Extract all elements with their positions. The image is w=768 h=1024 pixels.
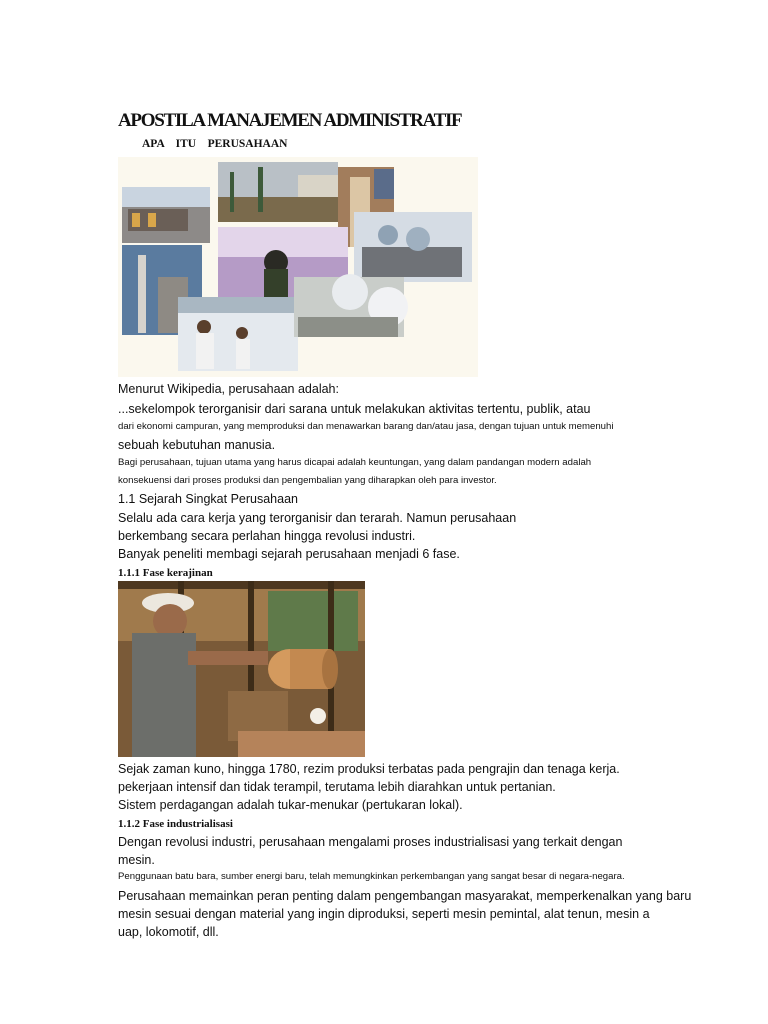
- industry-collage-svg: [118, 157, 478, 377]
- intro-line-6: konsekuensi dari proses produksi dan pengembalian yang diharapkan oleh para investor.: [118, 475, 497, 486]
- section-1-1-line-1: Selalu ada cara kerja yang terorganisir dan terarah. Namun perusahaan: [118, 511, 517, 525]
- document-subtitle: APA ITU PERUSAHAAN: [142, 138, 288, 150]
- intro-line-1: Menurut Wikipedia, perusahaan adalah:: [118, 382, 339, 396]
- craftsman-photo-svg: [118, 581, 365, 757]
- section-1-1-line-3: Banyak peneliti membagi sejarah perusahaan menjadi 6 fase.: [118, 547, 460, 561]
- section-1-1-1-line-1: Sejak zaman kuno, hingga 1780, rezim produksi terbatas pada pengrajin dan tenaga kerja.: [118, 762, 620, 776]
- section-1-1-line-2: berkembang secara perlahan hingga revolusi industri.: [118, 529, 416, 543]
- industry-collage-image: [118, 157, 478, 377]
- section-1-1-1-line-3: Sistem perdagangan adalah tukar-menukar (pertukaran lokal).: [118, 798, 463, 812]
- section-1-1-2-line-5: mesin sesuai dengan material yang ingin diproduksi, seperti mesin pemintal, alat tenun, mesin a: [118, 907, 650, 921]
- intro-line-2: ...sekelompok terorganisir dari sarana untuk melakukan aktivitas tertentu, publik, atau: [118, 402, 591, 416]
- intro-line-3: dari ekonomi campuran, yang memproduksi dan menawarkan barang dan/atau jasa, dengan tujuan untuk memenuhi: [118, 421, 614, 432]
- section-1-1-2-line-2: mesin.: [118, 853, 155, 867]
- section-1-1-heading: 1.1 Sejarah Singkat Perusahaan: [118, 492, 298, 506]
- section-1-1-2-line-4: Perusahaan memainkan peran penting dalam pengembangan masyarakat, memperkenalkan yang baru: [118, 889, 692, 903]
- intro-line-5: Bagi perusahaan, tujuan utama yang harus dicapai adalah keuntungan, yang dalam pandangan modern adalah: [118, 457, 592, 468]
- document-title: APOSTILA MANAJEMEN ADMINISTRATIF: [118, 110, 462, 131]
- section-1-1-2-line-3: Penggunaan batu bara, sumber energi baru, telah memungkinkan perkembangan yang sangat besar di negara-negara.: [118, 871, 625, 882]
- section-1-1-2-line-6: uap, lokomotif, dll.: [118, 925, 219, 939]
- section-1-1-2-heading: 1.1.2 Fase industrialisasi: [118, 818, 233, 830]
- section-1-1-2-line-1: Dengan revolusi industri, perusahaan mengalami proses industrialisasi yang terkait dengan: [118, 835, 623, 849]
- intro-line-4: sebuah kebutuhan manusia.: [118, 438, 276, 452]
- craftsman-photo: [118, 581, 365, 757]
- section-1-1-1-line-2: pekerjaan intensif dan tidak terampil, terutama lebih diarahkan untuk pertanian.: [118, 780, 556, 794]
- section-1-1-1-heading: 1.1.1 Fase kerajinan: [118, 567, 213, 579]
